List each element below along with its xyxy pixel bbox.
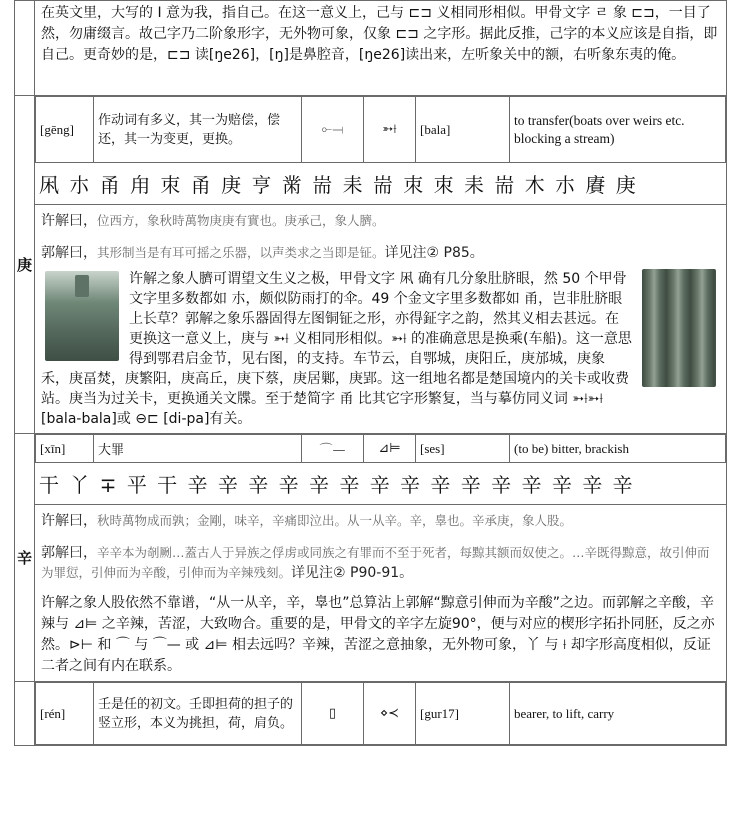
ren-english: bearer, to lift, carry: [510, 683, 726, 745]
geng-cuneiform-b: ➳⟊: [364, 97, 416, 163]
ren-meaning: 壬是任的初文。壬即担荷的担子的竖立形，本义为挑担，荷，肩负。: [94, 683, 302, 745]
xin-xu-note: [35, 505, 726, 535]
geng-guo-ref: 详见注② P85。: [384, 245, 484, 261]
side-char-ren: [15, 682, 35, 746]
geng-pron: [gēng]: [36, 97, 94, 163]
xin-xu-text: 秋時萬物成而孰；金剛，味辛，辛痛即泣出。从一从辛。辛，辠也。辛承庚，象人股。: [97, 513, 573, 528]
ren-content: [35, 682, 727, 746]
geng-discussion-text: 许解之象人臍可谓望文生义之极，甲骨文字 凩 确有几分象肚脐眼，然 50 个甲骨文字里多数都如 朩，颇似防雨打的伞。49 个金文字里多数都如 甬，岂非肚脐眼上长草？郭解之象乐器固得左图铜钲之形，亦得鉦字之韵，然其义相去甚远。在更换这一意义上，庚与 ➳⟊ 义相同形相似。➳⟊ 的准确意思是换乘(车船)。这一意思得到鄂君启金节，见右图，的支持。车节云，自鄂城，庚阳丘，庚邡城，庚象禾，庚畐焚，庚繁阳，庚高丘，庚下蔡，庚居鄛，庚郢。这一组地名都是楚国境内的关卡或收费站。庚当为过关卡，更换通关文牒。至于楚简字 甬 比其它字形繁复，当与摹仿同义词 ➳⟊➳⟊ [bala-bala]或 ⊖⊏ [di-pa]有关。: [41, 271, 632, 427]
geng-meaning: 作动词有多义，其一为赔偿，偿还，其一为变更，更换。: [94, 97, 302, 163]
bronze-bell-image: [45, 271, 119, 361]
bronze-tally-image: [642, 269, 716, 387]
xin-xu-label: 许解曰，: [41, 513, 97, 529]
side-char-xin: 辛: [15, 434, 35, 682]
geng-discussion: [35, 269, 726, 433]
xin-guo-label: 郭解曰，: [41, 545, 97, 561]
ren-header-table: [35, 682, 726, 745]
ren-cuneiform-b: ⋄≺: [364, 683, 416, 745]
ji-continuation-row: [15, 1, 727, 96]
xin-cuneiform-a: ⌒—: [302, 435, 364, 463]
xin-english: (to be) bitter, brackish: [510, 435, 726, 463]
geng-block: [15, 96, 727, 434]
geng-header-table: [35, 96, 726, 163]
geng-glyph-row: 凩 朩 甬 甪 朿 甬 庚 亨 黹 耑 耒 耑 朿 朿 耒 耑 木 朩 賡 庚: [35, 163, 726, 205]
ren-cuneiform-a: ▯: [302, 683, 364, 745]
xin-cuneiform-b: ⊿⊨: [364, 435, 416, 463]
xin-content: [35, 434, 727, 682]
geng-cuneiform-a: ⟜⟞: [302, 97, 364, 163]
geng-english: to transfer(boats over weirs etc. blocking a stream): [510, 97, 726, 163]
xin-sumerian: [ses]: [416, 435, 510, 463]
xin-guo-text: 辛辛本为剞劂…蓋古人于异族之俘虏或同族之有罪而不至于死者，每黥其额而奴使之。…辛既得黥意，故引伸而为罪愆，引伸而为辛酸，引伸而为辛辣残刻。: [41, 545, 710, 580]
xin-guo-ref: 详见注② P90-91。: [291, 565, 414, 581]
ren-sumerian: [gur17]: [416, 683, 510, 745]
geng-content: [35, 96, 727, 434]
character-table: [14, 0, 727, 746]
xin-glyph-row: 干 丫 ∓ 平 干 辛 辛 辛 辛 辛 辛 辛 辛 辛 辛 辛 辛 辛 辛 辛: [35, 463, 726, 505]
ren-block: [15, 682, 727, 746]
ren-pron: [rén]: [36, 683, 94, 745]
side-char-geng: 庚: [15, 96, 35, 434]
geng-guo-label: 郭解曰，: [41, 245, 97, 261]
xin-discussion: [35, 587, 726, 681]
xin-discussion-text: 许解之象人股依然不靠谱，“从一从辛，辛，辠也”总算沾上郭解“黥意引伸而为辛酸”之边。而郭解之辛酸，辛辣与 ⊿⊨ 之辛辣，苦涩，大致吻合。重要的是，甲骨文的辛字左旋90°，便与对应的楔形字拓扑同胚，反之亦然。⊳⊢ 和 ⌒ 与 ⌒— 或 ⊿⊨ 相去远吗？辛辣，苦涩之意抽象，无外物可象，丫 与 ⟊ 却字形高度相似，反证二者之间有内在联系。: [41, 595, 715, 674]
geng-xu-label: 许解曰，: [41, 213, 97, 229]
xin-guo-note: [35, 535, 726, 587]
geng-sumerian: [bala]: [416, 97, 510, 163]
xin-pron: [xīn]: [36, 435, 94, 463]
ji-paragraph-cell: [35, 1, 727, 96]
geng-xu-note: [35, 205, 726, 235]
ji-paragraph: 在英文里，大写的 I 意为我，指自己。在这一意义上，己与 ⊏⊐ 义相同形相似。甲骨文字 ㄹ 象 ⊏⊐，一目了然，勿庸缀言。故己字乃二阶象形字，无外物可象，仅象 ⊏⊐ 之字形。据此反推，己字的本义应该是自指，即自己。更奇妙的是，⊏⊐ 读[ŋe26]，[ŋ]是鼻腔音，[ŋe26]读出来，左听象关中的额，右听象东夷的俺。: [41, 5, 718, 63]
geng-guo-note: [35, 235, 726, 269]
xin-header-table: [35, 434, 726, 463]
side-char-empty: [15, 1, 35, 96]
xin-meaning: 大罪: [94, 435, 302, 463]
geng-guo-text: 其形制当是有耳可摇之乐器，以声类求之当即是钲。: [97, 245, 385, 260]
geng-xu-text: 位西方，象秋時萬物庚庚有實也。庚承己，象人臍。: [97, 213, 385, 228]
xin-block: [15, 434, 727, 682]
